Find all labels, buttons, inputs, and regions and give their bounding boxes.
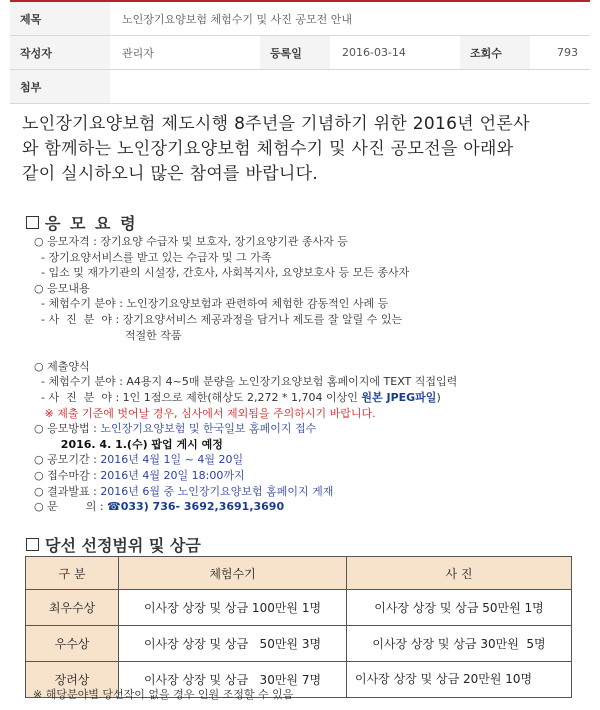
prize-category: 최우수상 xyxy=(26,590,119,626)
meta-row-title xyxy=(10,2,590,36)
intro-text xyxy=(22,112,582,187)
views-value: 793 xyxy=(557,46,578,59)
author-value: 관리자 xyxy=(122,46,154,60)
table-cell: 이사장 상장 및 상금 30만원 5명 xyxy=(347,626,572,662)
column-header: 체험수기 xyxy=(119,557,347,590)
table-cell: 이사장 상장 및 상금 20만원 10명 xyxy=(347,662,572,698)
table-cell: 이사장 상장 및 상금 50만원 3명 xyxy=(119,626,347,662)
table-cell: 이사장 상장 및 상금 30만원 7명 xyxy=(119,662,347,698)
list-item: 적절한 작품 xyxy=(34,328,182,342)
deadline: 2016년 4월 20일 18:00까지 xyxy=(100,468,245,482)
prize-category: 우수상 xyxy=(26,626,119,662)
checkbox-square-icon xyxy=(26,538,39,551)
popup-notice: 2016. 4. 1.(수) 팝업 게시 예정 xyxy=(34,437,223,451)
section-heading-text: 당선 선정범위 및 상금 xyxy=(45,536,201,555)
prize-category: 장려상 xyxy=(26,662,119,698)
intro-line: 노인장기요양보험 제도시행 8주년을 기념하기 위한 2016년 언론사 xyxy=(22,114,530,134)
prize-table xyxy=(25,556,572,698)
list-item: ○ 제출양식 xyxy=(34,359,90,373)
post-title: 노인장기요양보험 체험수기 및 사진 공모전 안내 xyxy=(122,12,353,26)
list-item: ○ 공모기간 : 2016년 4월 1일 ~ 4월 20일 xyxy=(34,453,244,467)
list-item: ○ 결과발표 : 2016년 6월 중 노인장기요양보험 홈페이지 게재 xyxy=(34,484,334,498)
table-header-row xyxy=(26,557,572,590)
table-row xyxy=(26,626,572,662)
views-label: 조회수 xyxy=(460,36,530,69)
contact-phone: ☎033) 736- 3692,3691,3690 xyxy=(107,500,285,514)
list-item: - 체험수기 분야 : 노인장기요양보험과 관련하여 체험한 감동적인 사례 등 xyxy=(34,297,389,311)
column-header: 사 진 xyxy=(347,557,572,590)
date-value: 2016-03-14 xyxy=(342,46,406,59)
author-label: 작성자 xyxy=(10,36,110,69)
table-cell: 이사장 상장 및 상금 50만원 1명 xyxy=(347,590,572,626)
post-meta-table xyxy=(10,0,590,104)
checkbox-square-icon xyxy=(26,216,39,229)
list-spacer xyxy=(34,343,594,359)
list-item: - 체험수기 분야 : A4용지 4~5매 분량을 노인장기요양보험 홈페이지에 TEXT 직접입력 xyxy=(34,375,458,389)
table-row xyxy=(26,590,572,626)
list-item: - 장기요양서비스를 받고 있는 수급자 및 그 가족 xyxy=(34,250,272,264)
intro-line: 같이 실시하오니 많은 참여를 바랍니다. xyxy=(22,164,319,184)
list-item: - 사 진 분 야 : 1인 1점으로 제한(해상도 2,272 * 1,704 이상인 원본 JPEG파일) xyxy=(34,390,441,404)
contest-period: 2016년 4월 1일 ~ 4월 20일 xyxy=(100,453,244,467)
meta-row-attach xyxy=(10,70,590,104)
date-label: 등록일 xyxy=(260,36,330,69)
application-method: 노인장기요양보험 및 한국일보 홈페이지 접수 xyxy=(100,422,317,436)
footnote: ※ 해당분야별 당선작이 없을 경우 인원 조정할 수 있음 xyxy=(33,688,294,701)
section-heading-prizes xyxy=(26,533,201,556)
result-announcement: 2016년 6월 중 노인장기요양보험 홈페이지 게재 xyxy=(100,484,334,498)
intro-line: 와 함께하는 노인장기요양보험 체험수기 및 사진 공모전을 아래와 xyxy=(22,139,514,159)
section-heading-application xyxy=(26,211,138,234)
section-heading-text: 응 모 요 령 xyxy=(45,214,138,233)
meta-row-info xyxy=(10,36,590,70)
attach-value xyxy=(110,70,590,103)
attach-label: 첨부 xyxy=(10,70,110,103)
table-cell: 이사장 상장 및 상금 100만원 1명 xyxy=(119,590,347,626)
list-item: - 입소 및 재가기관의 시설장, 간호사, 사회복지사, 요양보호사 등 모든 종사자 xyxy=(34,266,410,280)
list-item: ○ 응모내용 xyxy=(34,281,90,295)
title-label: 제목 xyxy=(10,2,110,35)
guideline-list xyxy=(34,234,594,515)
list-item: ○ 응모자격 : 장기요양 수급자 및 보호자, 장기요양기관 종사자 등 xyxy=(34,235,348,248)
list-item: ○ 접수마감 : 2016년 4월 20일 18:00까지 xyxy=(34,468,245,482)
list-item: - 사 진 분 야 : 장기요양서비스 제공과정을 담거나 제도를 잘 알릴 수 있는 xyxy=(34,312,403,326)
list-item: ○ 응모방법 : 노인장기요양보험 및 한국일보 홈페이지 접수 xyxy=(34,422,317,436)
list-item: ○ 문 의 : ☎033) 736- 3692,3691,3690 xyxy=(34,500,285,514)
warning-note: ※ 제출 기준에 벗어날 경우, 심사에서 제외됨을 주의하시기 바랍니다. xyxy=(34,406,376,420)
photo-original-format: 원본 JPEG파일 xyxy=(361,390,437,404)
column-header: 구 분 xyxy=(26,557,119,590)
